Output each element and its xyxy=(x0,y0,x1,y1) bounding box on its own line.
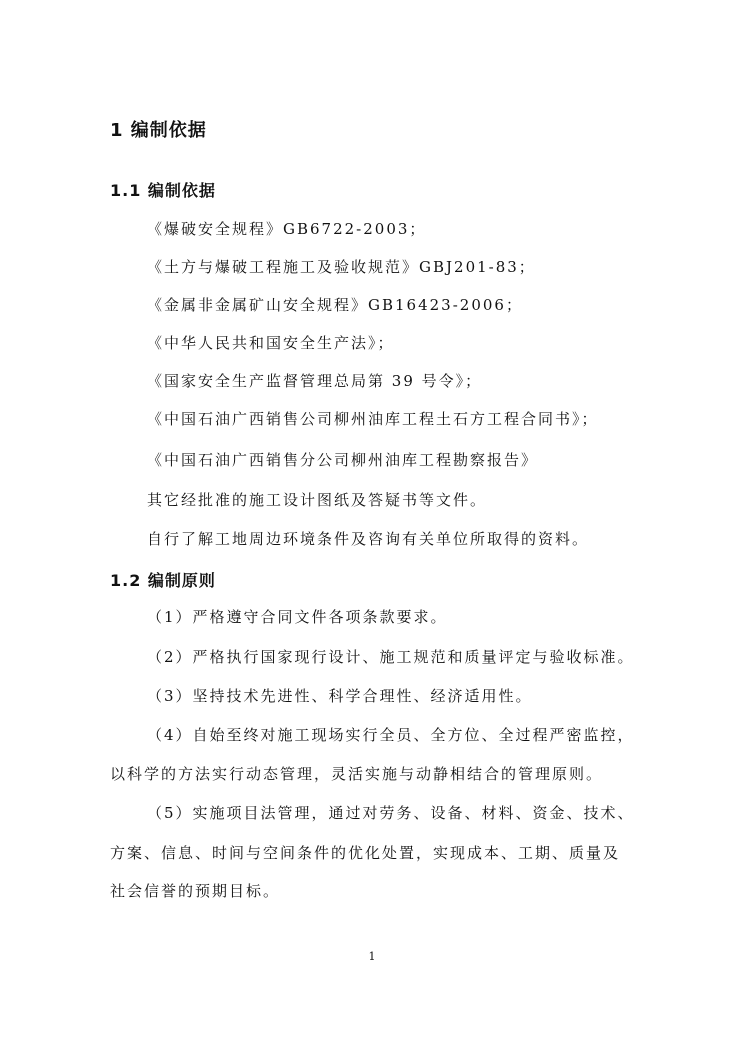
reference-item: 《中华人民共和国安全生产法》； xyxy=(147,334,395,352)
reference-item: 《爆破安全规程》GB6722-2003； xyxy=(147,220,427,238)
principle-item-2: （2）严格执行国家现行设计、施工规范和质量评定与验收标准。 xyxy=(147,648,635,666)
reference-item: 《中国石油广西销售分公司柳州油库工程勘察报告》 xyxy=(147,451,539,469)
principle-item-5-line2: 方案、信息、时间与空间条件的优化处置，实现成本、工期、质量及 xyxy=(110,844,621,862)
section-1-1-heading: 1.1 编制依据 xyxy=(110,181,216,200)
reference-item: 《土方与爆破工程施工及验收规范》GBJ201-83； xyxy=(147,258,536,276)
reference-item: 《金属非金属矿山安全规程》GB16423-2006； xyxy=(147,296,523,314)
section-1-2-heading: 1.2 编制原则 xyxy=(110,571,216,590)
principle-item-1: （1）严格遵守合同文件各项条款要求。 xyxy=(147,608,448,626)
other-docs-paragraph: 其它经批准的施工设计图纸及答疑书等文件。 xyxy=(147,491,488,509)
reference-item: 《国家安全生产监督管理总局第 39 号令》； xyxy=(147,372,483,390)
principle-item-3: （3）坚持技术先进性、科学合理性、经济适用性。 xyxy=(147,687,533,705)
principle-item-4-line2: 以科学的方法实行动态管理，灵活实施与动静相结合的管理原则。 xyxy=(110,765,604,783)
reference-item: 《中国石油广西销售公司柳州油库工程土石方工程合同书》； xyxy=(147,410,599,428)
principle-item-5-line1: （5）实施项目法管理，通过对劳务、设备、材料、资金、技术、 xyxy=(147,804,635,822)
section-1-heading: 1 编制依据 xyxy=(110,120,207,141)
page-number: 1 xyxy=(368,950,376,963)
principle-item-5-line3: 社会信誉的预期目标。 xyxy=(110,882,281,900)
principle-item-4-line1: （4）自始至终对施工现场实行全员、全方位、全过程严密监控， xyxy=(147,726,635,744)
self-survey-paragraph: 自行了解工地周边环境条件及咨询有关单位所取得的资料。 xyxy=(147,530,590,548)
